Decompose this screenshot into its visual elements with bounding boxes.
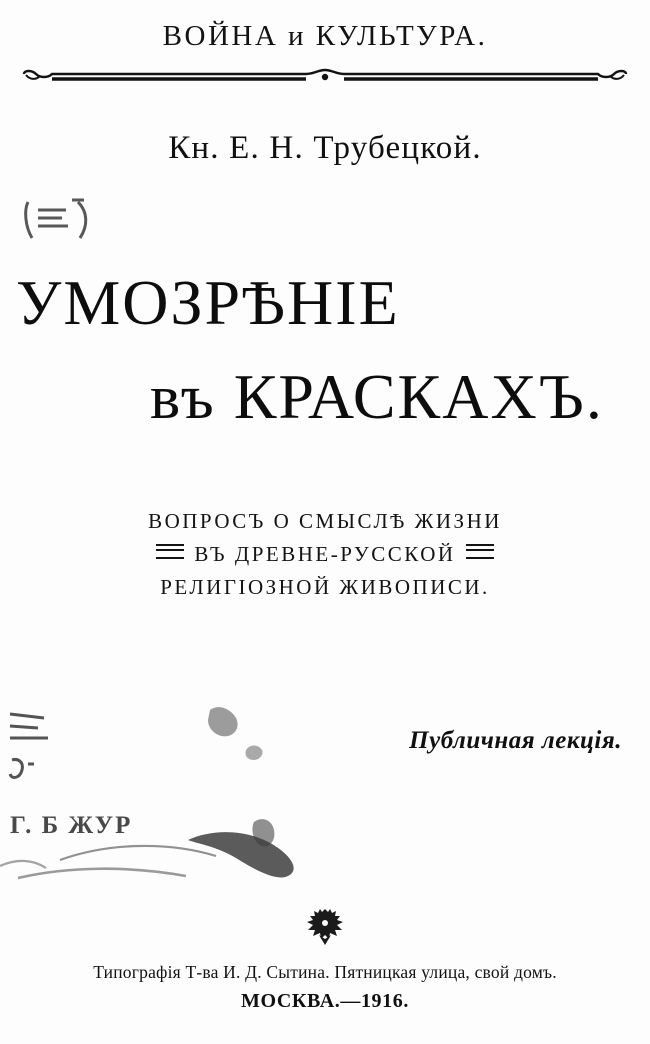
author-name: Кн. Е. Н. Трубецкой.: [168, 130, 482, 166]
library-stamp-text: Г. Б ЖУР: [10, 812, 133, 839]
ornament-left-icon: [156, 544, 184, 559]
subtitle-line-2: ВЪ ДРЕВНЕ-РУССКОЙ: [194, 542, 456, 566]
library-stamp-artifact: [22, 196, 112, 248]
city-year-line: МОСКВА.—1916.: [241, 990, 409, 1012]
publisher-emblem: [0, 905, 650, 956]
edge-stamp-artifact: [8, 708, 68, 798]
ornament-right-icon: [466, 544, 494, 559]
series-title: ВОЙНА и КУЛЬТУРА.: [162, 20, 488, 52]
title-line-1: УМОЗРѢНIЕ: [16, 267, 400, 338]
subtitle-line-1: ВОПРОСЪ О СМЫСЛѢ ЖИЗНИ: [148, 509, 502, 533]
lecture-note: Публичная лекція.: [409, 727, 622, 754]
decorative-rule: [22, 68, 628, 90]
double-headed-eagle-icon: [303, 905, 347, 949]
subtitle-line-2-wrap: [0, 538, 650, 571]
title-line-2: въ КРАСКАХЪ.: [150, 361, 604, 432]
imprint-line: Типографія Т-ва И. Д. Сытина. Пятницкая улица, свой домъ.: [93, 962, 557, 982]
subtitle-line-3: РЕЛИГIОЗНОЙ ЖИВОПИСИ.: [160, 575, 490, 599]
decorative-rule-icon: [22, 68, 628, 90]
subtitle-block: [0, 505, 650, 604]
